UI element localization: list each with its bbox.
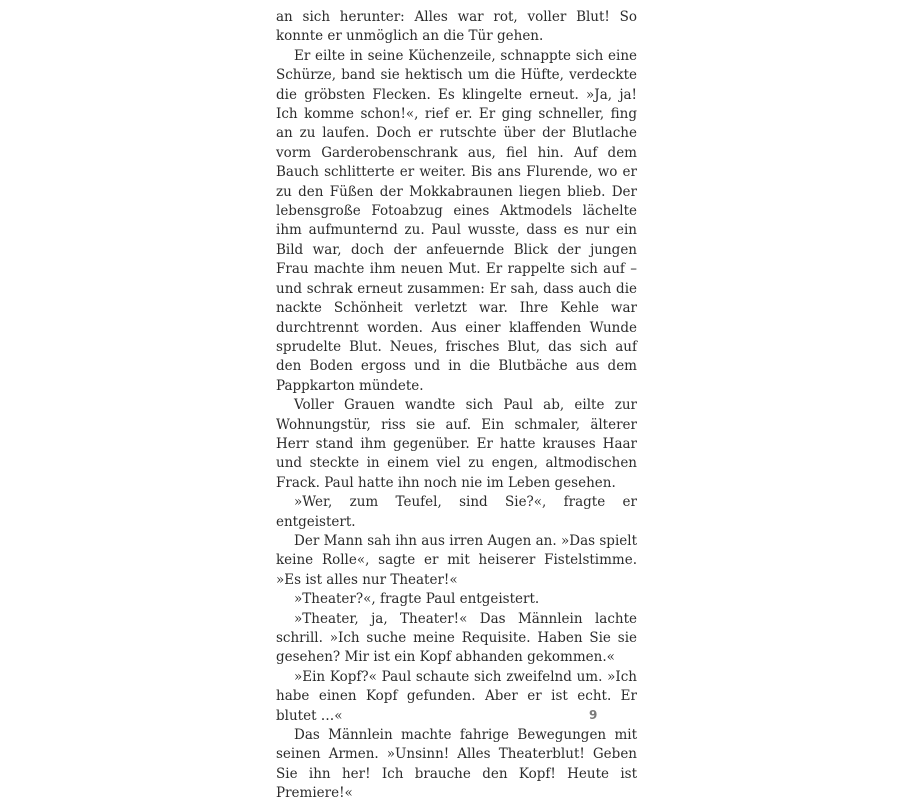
paragraph-2: Er eilte in seine Küchenzeile, schnappte sich eine Schürze, band sie hektisch um die Hüfte, verdeckte die gröbsten Flecken. Es klingelte erneut. »Ja, ja! Ich komme schon!«, rief er. Er ging schneller, fing an zu laufen. Doch er rutschte über der Blutlache vorm Garderobenschrank aus, fiel hin. Auf dem Bauch schlitterte er weiter. Bis ans Flurende, wo er zu den Füßen der Mokkabraunen liegen blieb. Der lebensgroße Fotoabzug eines Aktmodels lächelte ihm aufmunternd zu. Paul wusste, dass es nur ein Bild war, doch der anfeuernde Blick der jungen Frau machte ihm neuen Mut. Er rappelte sich auf – und schrak erneut zusammen: Er sah, dass auch die nackte Schönheit verletzt war. Ihre Kehle war durchtrennt worden. Aus einer klaffenden Wunde sprudelte Blut. Neues, frisches Blut, das sich auf den Boden ergoss und in die Blutbäche aus dem Pappkarton mündete.	[276, 47, 637, 394]
paragraph-5: Der Mann sah ihn aus irren Augen an. »Das spielt keine Rolle«, sagte er mit heiserer Fistelstimme. »Es ist alles nur Theater!«	[276, 532, 637, 588]
paragraph-4: »Wer, zum Teufel, sind Sie?«, fragte er entgeistert.	[276, 494, 637, 530]
paragraph-1: an sich herunter: Alles war rot, voller Blut! So konnte er unmöglich an die Tür gehen.	[276, 9, 637, 45]
paragraph-6: »Theater?«, fragte Paul entgeistert.	[294, 591, 540, 608]
paragraph-7: »Theater, ja, Theater!« Das Männlein lachte schrill. »Ich suche meine Requisite. Haben Sie sie gesehen? Mir ist ein Kopf abhanden gekommen.«	[276, 610, 637, 666]
paragraph-3: Voller Grauen wandte sich Paul ab, eilte zur Wohnungstür, riss sie auf. Ein schmaler, älterer Herr stand ihm gegenüber. Er hatte krauses Haar und steckte in einem viel zu engen, altmodischen Frack. Paul hatte ihn noch nie im Leben gesehen.	[276, 397, 637, 491]
paragraph-8: »Ein Kopf?« Paul schaute sich zweifelnd um. »Ich habe einen Kopf gefunden. Aber er ist echt. Er blutet …«	[276, 668, 637, 724]
paragraph-9: Das Männlein machte fahrige Bewegungen mit seinen Armen. »Unsinn! Alles Theaterblut! Geben Sie ihn her! Ich brauche den Kopf! Heute ist Premiere!«	[276, 727, 637, 802]
body-text	[276, 8, 637, 804]
page-number: 9	[589, 708, 598, 722]
